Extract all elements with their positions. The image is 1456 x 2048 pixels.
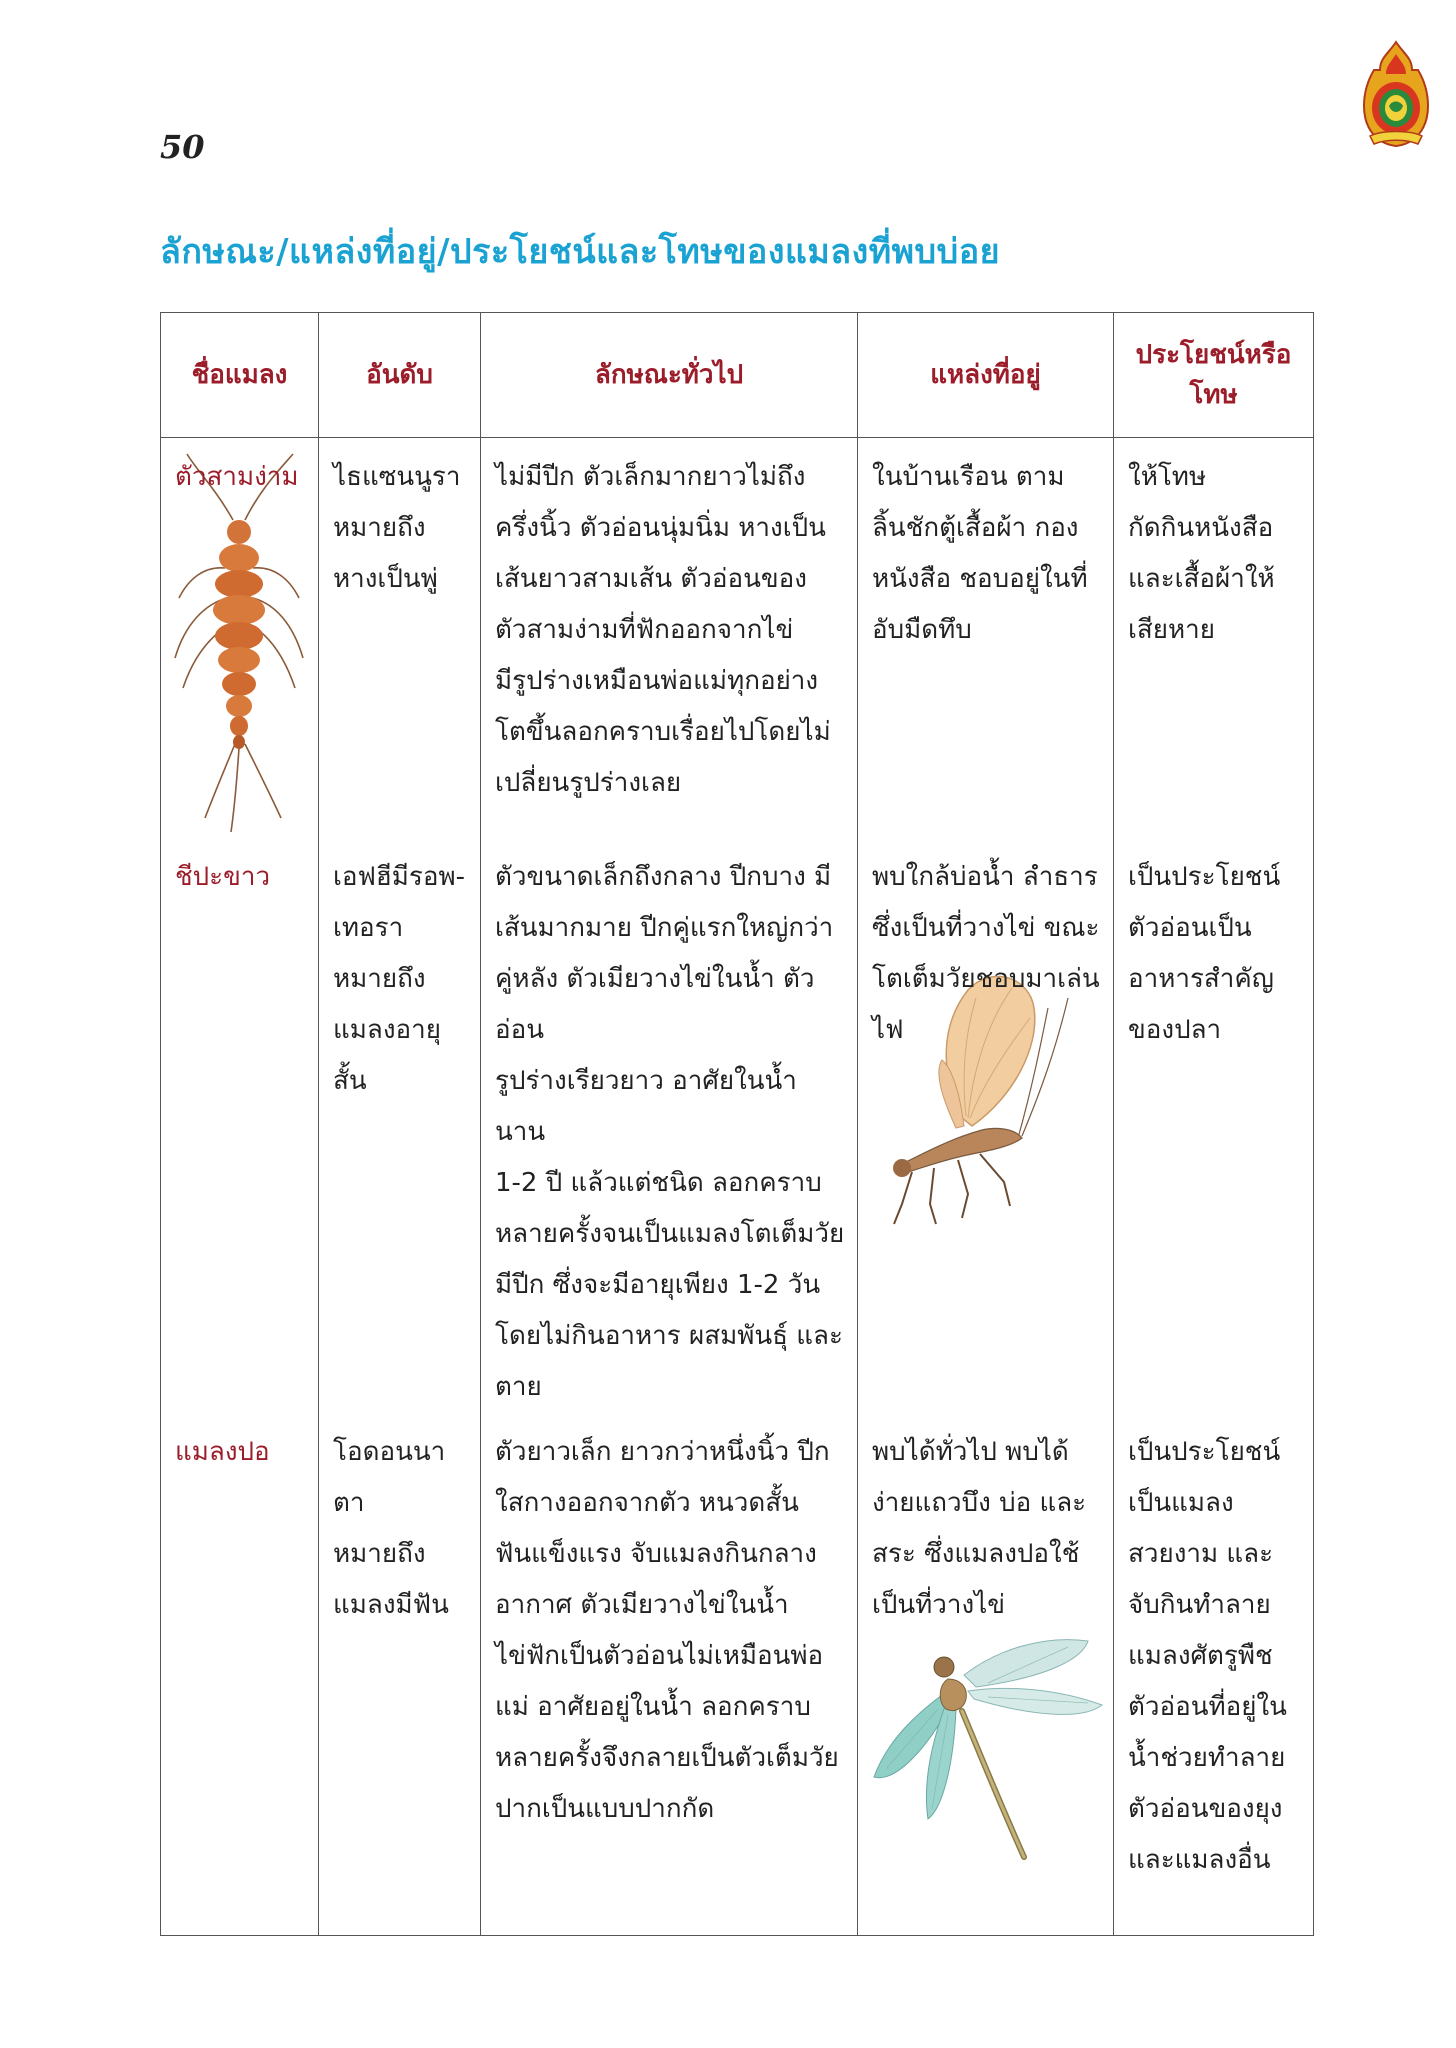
table-row	[161, 1413, 1314, 1936]
header-order: อันดับ	[319, 313, 481, 438]
silverfish-illustration	[165, 448, 315, 838]
table-row	[161, 838, 1314, 1413]
header-habitat: แหล่งที่อยู่	[858, 313, 1114, 438]
cell-effect: เป็นประโยชน์ ตัวอ่อนเป็น อาหารสำคัญ ของปลา	[1114, 838, 1314, 1413]
cell-effect: เป็นประโยชน์ เป็นแมลง สวยงาม และ จับกินทำลาย แมลงศัตรูพืช ตัวอ่อนที่อยู่ใน น้ำช่วยทำลาย ตัวอ่อนของยุง และแมลงอื่น	[1114, 1413, 1314, 1936]
cell-description: ตัวขนาดเล็กถึงกลาง ปีกบาง มี เส้นมากมาย ปีกคู่แรกใหญ่กว่า คู่หลัง ตัวเมียวางไข่ในน้ำ ตัวอ่อน รูปร่างเรียวยาว อาศัยในน้ำนาน 1-2 ปี แล้วแต่ชนิด ลอกคราบ หลายครั้งจนเป็นแมลงโตเต็มวัย มีปีก ซึ่งจะมีอายุเพียง 1-2 วัน โดยไม่กินอาหาร ผสมพันธุ์ และ ตาย	[481, 838, 858, 1413]
header-effect-label: ประโยชน์หรือ โทษ	[1135, 340, 1292, 410]
insect-table	[160, 312, 1314, 1936]
cell-habitat: ในบ้านเรือน ตาม ลิ้นชักตู้เสื้อผ้า กอง หนังสือ ชอบอยู่ในที่ อับมืดทึบ	[858, 438, 1114, 838]
header-effect	[1114, 313, 1314, 438]
cell-order: เอฟฮีมีรอพ- เทอรา หมายถึง แมลงอายุ สั้น	[319, 838, 481, 1413]
cell-habitat: พบได้ทั่วไป พบได้ ง่ายแถวบึง บ่อ และ สระ ซึ่งแมลงปอใช้ เป็นที่วางไข่	[858, 1413, 1114, 1936]
cell-description: ตัวยาวเล็ก ยาวกว่าหนึ่งนิ้ว ปีก ใสกางออกจากตัว หนวดสั้น ฟันแข็งแรง จับแมลงกินกลาง อากาศ ตัวเมียวางไข่ในน้ำ ไข่ฟักเป็นตัวอ่อนไม่เหมือนพ่อ แม่ อาศัยอยู่ในน้ำ ลอกคราบ หลายครั้งจึงกลายเป็นตัวเต็มวัย ปากเป็นแบบปากกัด	[481, 1413, 858, 1936]
insect-name: ชีปะขาว	[175, 861, 271, 892]
page-title: ลักษณะ/แหล่งที่อยู่/ประโยชน์และโทษของแมลงที่พบบ่อย	[160, 232, 1001, 272]
cell-description: ไม่มีปีก ตัวเล็กมากยาวไม่ถึง ครึ่งนิ้ว ตัวอ่อนนุ่มนิ่ม หางเป็น เส้นยาวสามเส้น ตัวอ่อนของ ตัวสามง่ามที่ฟักออกจากไข่ มีรูปร่างเหมือนพ่อแม่ทุกอย่าง โตขึ้นลอกคราบเรื่อยไปโดยไม่ เปลี่ยนรูปร่างเลย	[481, 438, 858, 838]
cell-habitat: พบใกล้บ่อน้ำ ลำธาร ซึ่งเป็นที่วางไข่ ขณะ โตเต็มวัยชอบมาเล่น ไฟ	[858, 838, 1114, 1413]
school-emblem-logo	[1358, 40, 1434, 148]
cell-name	[161, 838, 319, 1413]
cell-order: โอดอนนาตา หมายถึง แมลงมีฟัน	[319, 1413, 481, 1936]
table-row	[161, 438, 1314, 838]
cell-effect: ให้โทษ กัดกินหนังสือ และเสื้อผ้าให้ เสียหาย	[1114, 438, 1314, 838]
dragonfly-illustration	[868, 1629, 1108, 1869]
cell-name	[161, 438, 319, 838]
cell-name	[161, 1413, 319, 1936]
page-number: 50	[160, 128, 205, 166]
cell-order: ไธแซนนูรา หมายถึง หางเป็นพู่	[319, 438, 481, 838]
insect-name: ตัวสามง่าม	[175, 462, 299, 492]
header-description: ลักษณะทั่วไป	[481, 313, 858, 438]
table-header-row	[161, 313, 1314, 438]
insect-name: แมลงปอ	[175, 1436, 270, 1467]
header-name: ชื่อแมลง	[161, 313, 319, 438]
